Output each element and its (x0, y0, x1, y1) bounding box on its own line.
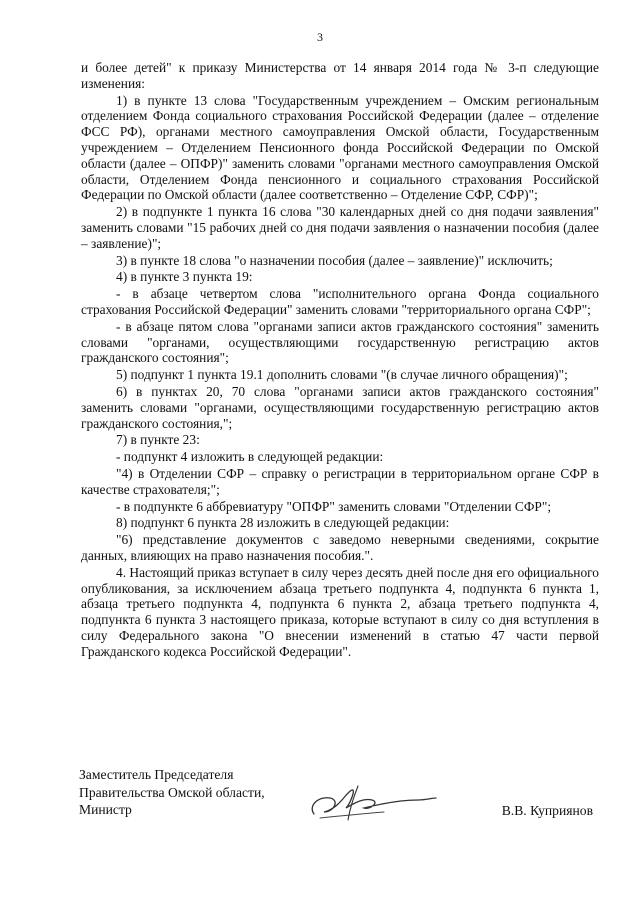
paragraph-item-8-quote: "6) представление документов с заведомо неверными сведениями, сокрытие данных, влияющих на право назначения пособия.". (81, 532, 599, 563)
paragraph-item-7: 7) в пункте 23: (116, 432, 200, 448)
signatory-line-3: Министр (79, 802, 132, 818)
paragraph-item-1: 1) в пункте 13 слова "Государственным учреждением – Омским региональным отделением Фонда социального страхования Российской Федерации (далее – отделение ФСС РФ), органами местного самоуправления Омской области, Государственным учреждением – Отделением Пенсионного фонда Российской Федерации по Омской области (далее – ОПФР)" заменить словами "органами местного самоуправления Омской области, Отделением Фонда пенсионного и социального страхования Российской Федерации по Омской области (далее соответственно – Отделение СФР, СФР)"; (81, 92, 599, 203)
signatory-line-2: Правительства Омской области, (79, 784, 265, 800)
paragraph-item-5: 5) подпункт 1 пункта 19.1 дополнить словами "(в случае личного обращения)"; (116, 367, 568, 383)
signatory-name: В.В. Куприянов (501, 803, 593, 818)
paragraph-item-6: 6) в пунктах 20, 70 слова "органами записи актов гражданского состояния" заменить словами "органами, осуществляющими государственную регистрацию актов гражданского состояния,"; (81, 383, 599, 431)
paragraph-item-7-b: - в подпункте 6 аббревиатуру "ОПФР" заменить словами "Отделении СФР"; (116, 498, 552, 514)
signatory-line-1: Заместитель Председателя (79, 767, 234, 782)
paragraph-item-4: 4) в пункте 3 пункта 19: (116, 269, 253, 285)
paragraph-item-3: 3) в пункте 18 слова "о назначении пособия (далее – заявление)" исключить; (116, 252, 553, 268)
paragraph-section-4: 4. Настоящий приказ вступает в силу через десять дней после дня его официального опубликования, за исключением абзаца третьего подпункта 4, подпункта 6 пункта 1, абзаца третьего подпункта 4, подпункта 6 пункта 2, абзаца третьего подпункта 4, подпункта 6 пункта 3 настоящего приказа, которые вступают в силу со дня вступления в силу Федерального закона "О внесении изменений в статью 47 части первой Гражданского кодекса Российской Федерации". (81, 564, 599, 659)
paragraph-intro: и более детей" к приказу Министерства от 14 января 2014 года № 3-п следующие изменения: (81, 60, 599, 91)
paragraph-item-4-b: - в абзаце пятом слова "органами записи актов гражданского состояния" заменить словами "органами, осуществляющими государственную регистрацию актов гражданского состояния"; (81, 318, 599, 366)
document-body (81, 60, 599, 660)
paragraph-item-7-quote: "4) в Отделении СФР – справку о регистрации в территориальном органе СФР в качестве страхователя;"; (81, 465, 599, 497)
page-number: 3 (317, 30, 323, 44)
paragraph-item-2: 2) в подпункте 1 пункта 16 слова "30 календарных дней со дня подачи заявления" заменить словами "15 рабочих дней со дня подачи заявления о назначении пособия (далее – заявление)"; (81, 204, 599, 251)
paragraph-item-8: 8) подпункт 6 пункта 28 изложить в следующей редакции: (116, 515, 450, 531)
paragraph-item-4-a: - в абзаце четвертом слова "исполнительного органа Фонда социального страхования Российской Федерации" заменить словами "территориального органа СФР"; (81, 286, 599, 317)
signatory-title (79, 766, 265, 819)
handwritten-signature (300, 768, 440, 838)
paragraph-item-7-a: - подпункт 4 изложить в следующей редакции: (116, 449, 384, 465)
